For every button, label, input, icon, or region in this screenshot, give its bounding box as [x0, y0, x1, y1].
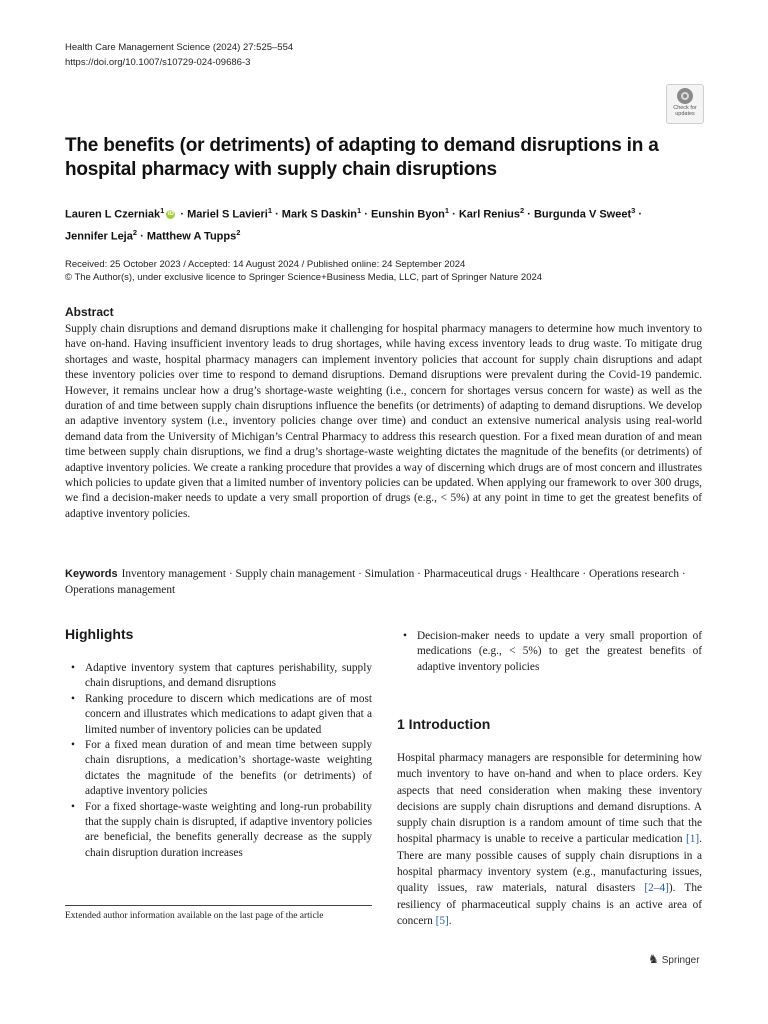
abstract-heading: Abstract — [65, 305, 114, 319]
footnote-divider — [65, 905, 372, 906]
highlight-item: • Decision-maker needs to update a very small proportion of medications (e.g., < 5%) to get the greatest benefits of adaptive inventory policies — [397, 629, 702, 675]
affiliation-mark: 1 — [267, 206, 273, 215]
highlight-item: • For a fixed mean duration of and mean time between supply chain disruptions, a medication’s shortage-waste weighting dictates the magnitude of the benefits (or detriments) of adaptive inventory policies — [65, 738, 372, 800]
author-separator: · — [137, 230, 147, 243]
intro-text: ). The resiliency of pharmaceutical supply chains is an active area of concern — [397, 882, 702, 927]
highlight-item: • Adaptive inventory system that captures perishability, supply chain disruptions, and demand disruptions — [65, 661, 372, 692]
citation-link[interactable]: [5] — [435, 914, 449, 927]
affiliation-mark: 1 — [160, 206, 165, 215]
highlights-list — [65, 661, 372, 861]
highlight-item: • Ranking procedure to discern which medications are of most concern and illustrates which medications to adapt given that a limited number of inventory policies can be updated — [65, 692, 372, 738]
keywords-text: Inventory management · Supply chain management · Simulation · Pharmaceutical drugs · Healthcare · Operations research · Operations management — [65, 568, 686, 596]
author-name[interactable]: Mark S Daskin — [281, 208, 357, 221]
author-separator: · — [449, 208, 459, 221]
check-updates-icon — [677, 88, 693, 104]
doi-link[interactable]: https://doi.org/10.1007/s10729-024-09686-3 — [65, 57, 251, 68]
paper-title: The benefits (or detriments) of adapting to demand disruptions in a hospital pharmacy with supply chain disruptions — [65, 135, 659, 180]
copyright-line: © The Author(s), under exclusive licence to Springer Science+Business Media, LLC, part of Springer Nature 2024 — [65, 272, 543, 283]
affiliation-mark: 3 — [631, 206, 636, 215]
highlights-list-continued — [397, 629, 702, 675]
citation-link[interactable]: [1] — [685, 833, 700, 846]
publisher-logo — [648, 952, 700, 966]
footnote: Extended author information available on the last page of the article — [65, 911, 324, 921]
introduction-paragraph — [397, 750, 702, 929]
author-separator: · — [635, 208, 643, 221]
intro-text: . There are many possible causes of supply chain disruptions in a hospital pharmacy inventory system (e.g., manufacturing issues, quality issues, raw materials, natural disasters — [397, 833, 702, 895]
introduction-heading: 1 Introduction — [397, 716, 491, 732]
keywords-block — [65, 566, 702, 598]
springer-horse-icon: ♞ — [648, 952, 659, 966]
author-separator: · — [361, 208, 371, 221]
intro-text: Hospital pharmacy managers are responsible for determining how much inventory to have on-hand and when to place orders. Key aspects that need consideration when making these inventory decisions are supply chain disruptions and demand disruptions. A supply chain disruption is a random amount of time such that the hospital pharmacy is unable to receive a particular medication — [397, 752, 702, 846]
highlights-heading: Highlights — [65, 626, 134, 642]
abstract-text: Supply chain disruptions and demand disruptions make it challenging for hospital pharmacy managers to determine how much inventory to have on-hand. Having insufficient inventory leads to drug shortages, while having excess inventory leads to drug waste. To mitigate drug shortages and waste, hospital pharmacy managers can implement inventory policies that account for supply chain disruptions and adapt these inventory policies over time to respond to demand disruptions. Demand disruptions were prevalent during the Covid-19 pandemic. However, it remains unclear how a drug’s shortage-waste weighting (i.e., concern for shortages versus concern for waste) as well as the duration of and time between supply chain disruptions influence the benefits (or detriments) of adapting to demand disruptions. We develop an adaptive inventory system (i.e., inventory policies change over time) and conduct an extensive numerical analysis using real-world demand data from the University of Michigan’s Central Pharmacy to address this research question. For a fixed mean duration of and mean time between supply chain disruptions, we find a drug’s shortage-waste weighting dictates the magnitude of the benefits (or detriments) of adaptive inventory policies. We create a ranking procedure that provides a way of discerning which drugs are of most concern and illustrates which policies to update given that a limited number of inventory policies can be updated. When applying our framework to over 300 drugs, we find a decision-maker needs to update a very small proportion of drugs (e.g., < 5%) at any point in time to get the greatest benefits of adaptive inventory policies. — [65, 323, 702, 520]
affiliation-mark: 2 — [132, 227, 138, 237]
citation-link[interactable]: [2–4] — [644, 882, 669, 895]
badge-line-1: Check for — [673, 105, 697, 111]
author-separator: · — [177, 208, 188, 221]
author-name[interactable]: Jennifer Leja — [65, 230, 133, 243]
author-name[interactable]: Lauren L Czerniak — [65, 208, 161, 221]
affiliation-mark: 2 — [520, 206, 525, 215]
author-name[interactable]: Eunshin Byon — [370, 208, 445, 221]
author-list — [65, 202, 705, 245]
keywords-label: Keywords — [65, 568, 118, 580]
author-name[interactable]: Matthew A Tupps — [146, 230, 237, 243]
affiliation-mark: 1 — [357, 206, 362, 215]
badge-line-2: updates — [675, 111, 695, 117]
intro-text: . — [448, 914, 452, 927]
author-separator: · — [524, 208, 534, 221]
orcid-icon[interactable]: iD — [167, 211, 174, 218]
affiliation-mark: 2 — [236, 227, 241, 237]
highlight-item: • For a fixed shortage-waste weighting and long-run probability that the supply chain is disrupted, if adaptive inventory policies are beneficial, the benefits generally decrease as the supply chain disruption duration increases — [65, 800, 372, 862]
publisher-name: Springer — [661, 955, 700, 966]
received-accepted-line: Received: 25 October 2023 / Accepted: 14 August 2024 / Published online: 24 September 2024 — [65, 259, 466, 270]
author-name[interactable]: Mariel S Lavieri — [187, 208, 268, 221]
affiliation-mark: 1 — [444, 206, 450, 215]
author-separator: · — [272, 208, 282, 221]
author-name[interactable]: Burgunda V Sweet — [533, 208, 632, 221]
journal-header — [65, 40, 293, 70]
author-name[interactable]: Karl Renius — [458, 208, 520, 221]
publication-dates — [65, 258, 542, 284]
journal-citation: Health Care Management Science (2024) 27:525–554 — [65, 42, 294, 53]
check-for-updates-badge[interactable] — [666, 84, 704, 124]
